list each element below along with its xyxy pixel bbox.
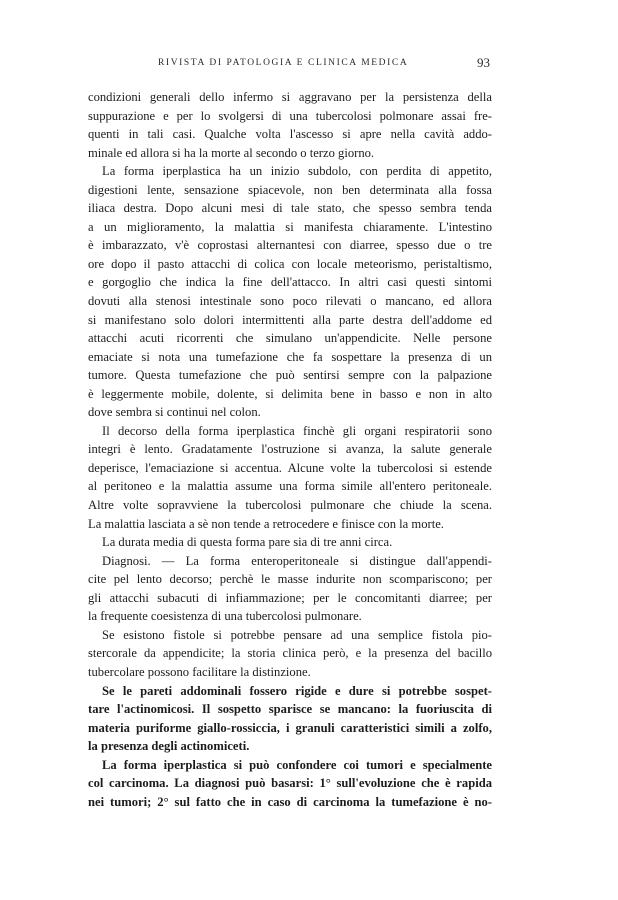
- body-text: [88, 88, 492, 811]
- text-line: Altre volte sopravviene la tubercolosi pulmonare che chiude la scena.: [88, 498, 492, 513]
- text-line: tumore. Questa tumefazione che può sentirsi sempre con la palpazione: [88, 368, 492, 383]
- text-line: ore dopo il pasto attacchi di colica con locale meteorismo, peristaltismo,: [88, 256, 492, 271]
- text-line: Se esistono fistole si potrebbe pensare ad una semplice fistola pio-: [102, 627, 492, 642]
- text-line: stercorale da appendicite; la storia clinica però, e la presenza del bacillo: [88, 646, 492, 661]
- text-line: materia puriforme giallo-rossiccia, i granuli caratteristici simili a zolfo,: [88, 720, 492, 735]
- text-line: La durata media di questa forma pare sia di tre anni circa.: [102, 535, 393, 550]
- text-line: deperisce, l'emaciazione si accentua. Alcune volte la tubercolosi si estende: [88, 460, 492, 475]
- page-number: 93: [477, 55, 490, 70]
- text-line: si manifestano solo dolori intermittenti alla parte destra dell'addome ed: [88, 312, 492, 327]
- text-line: dovuti alla stenosi intestinale sono poco rilevati o mancano, ed allora: [88, 294, 492, 309]
- text-line: condizioni generali dello infermo si aggravano per la persistenza della: [88, 90, 492, 104]
- text-line: suppurazione e per lo svolgersi di una tubercolosi polmonare assai fre-: [88, 108, 492, 123]
- text-line: e gorgoglio che indica la fine dell'attacco. In altri casi questi sintomi: [88, 275, 492, 290]
- text-line: cite pel lento decorso; perchè le masse indurite non scompariscono; per: [88, 572, 492, 587]
- text-line: integri è lento. Gradatamente l'ostruzione si avanza, la salute generale: [88, 442, 492, 457]
- text-line: tubercolare possono facilitare la distinzione.: [88, 664, 311, 679]
- text-line: digestioni lente, sensazione spiacevole, non ben determinata alla fossa: [88, 182, 492, 197]
- text-line: iliaca destra. Dopo alcuni mesi di tale stato, che spesso sembra tenda: [88, 201, 492, 216]
- text-line: Se le pareti addominali fossero rigide e dure si potrebbe sospet-: [102, 683, 492, 698]
- text-line: emaciate si nota una tumefazione che fa sospettare la presenza di un: [88, 349, 492, 364]
- text-line: la presenza degli actinomiceti.: [88, 739, 250, 754]
- text-line: è leggermente mobile, dolente, si delimita bene in basso e non in alto: [88, 386, 492, 401]
- text-line: nei tumori; 2° sul fatto che in caso di carcinoma la tumefazione è no-: [88, 794, 492, 809]
- text-line: a un miglioramento, la malattia si manifesta chiaramente. L'intestino: [88, 219, 492, 234]
- text-line: al peritoneo e la malattia assume una forma simile all'entero peritoneale.: [88, 479, 492, 494]
- text-line: La malattia lasciata a sè non tende a retrocedere e finisce con la morte.: [88, 516, 444, 531]
- text-line: Il decorso della forma iperplastica finchè gli organi respiratorii sono: [102, 423, 492, 438]
- text-line: Diagnosi. — La forma enteroperitoneale si distingue dall'appendi-: [102, 553, 492, 568]
- text-line: attacchi acuti ricorrenti che simulano un'appendicite. Nelle persone: [88, 331, 492, 346]
- running-title: RIVISTA DI PATOLOGIA E CLINICA MEDICA: [158, 58, 409, 68]
- text-line: quenti in tali casi. Qualche volta l'ascesso si apre nella cavità addo-: [88, 127, 492, 142]
- text-line: è imbarazzato, v'è coprostasi alternantesi con diarree, spesso due o tre: [88, 238, 492, 253]
- text-line: dove sembra si continui nel colon.: [88, 405, 261, 420]
- text-line: tare l'actinomicosi. Il sospetto sparisce se mancano: la fuoriuscita di: [88, 702, 492, 717]
- text-line: gli attacchi subacuti di infiammazione; per le concomitanti diarree; per: [88, 590, 492, 605]
- text-line: La forma iperplastica ha un inizio subdolo, con perdita di appetito,: [102, 164, 492, 179]
- text-line: la frequente coesistenza di una tubercolosi pulmonare.: [88, 609, 362, 624]
- text-line: La forma iperplastica si può confondere coi tumori e specialmente: [102, 757, 492, 772]
- text-line: minale ed allora si ha la morte al secondo o terzo giorno.: [88, 145, 375, 160]
- text-line: col carcinoma. La diagnosi può basarsi: 1° sull'evoluzione che è rapida: [88, 776, 492, 791]
